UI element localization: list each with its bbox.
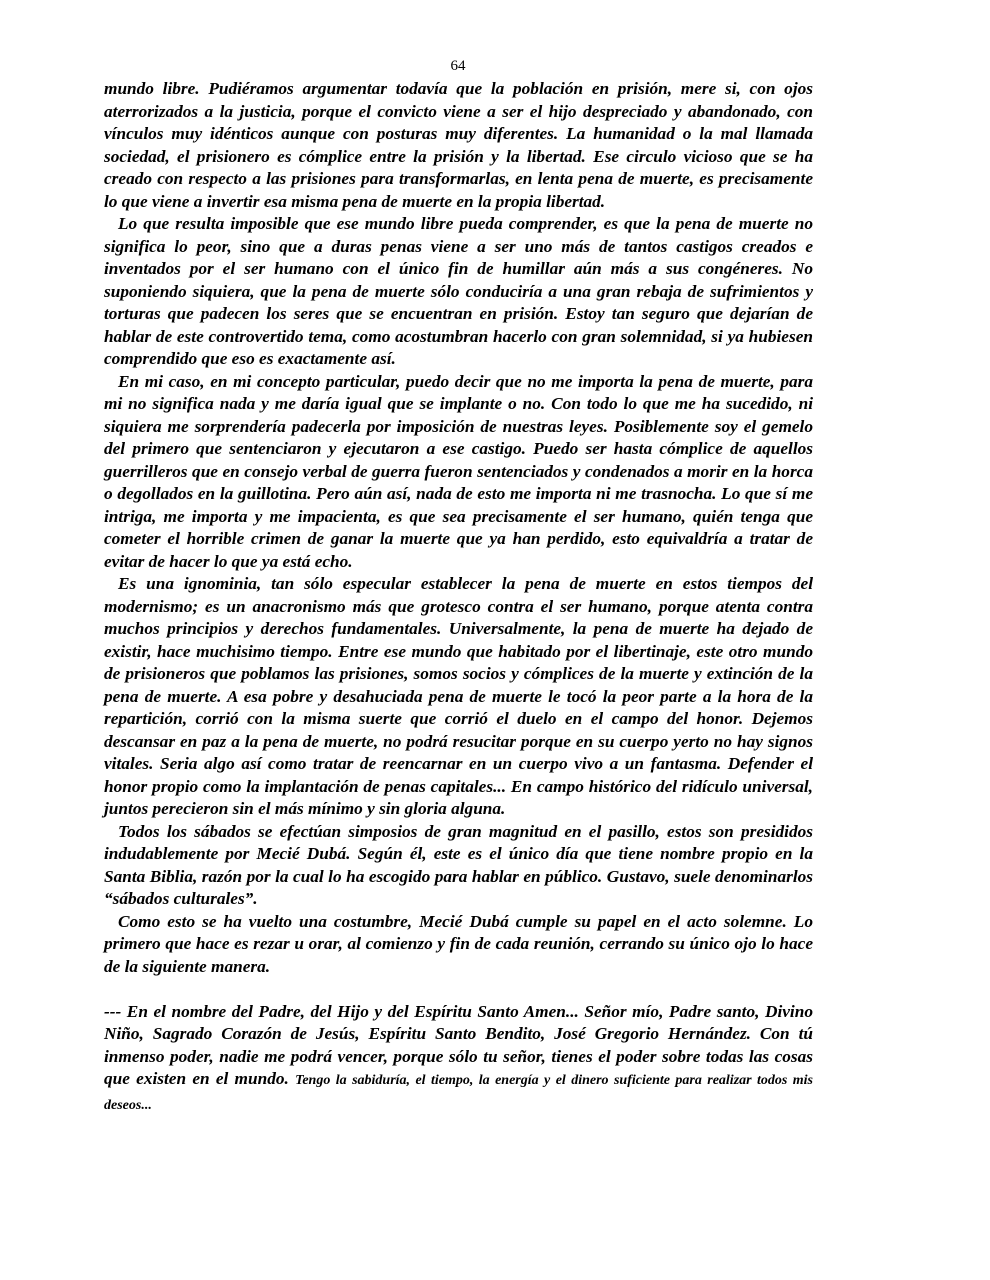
paragraph: Como esto se ha vuelto una costumbre, Mecié Dubá cumple su papel en el acto solemne. Lo primero que hace es rezar u orar, al comienzo y fin de cada reunión, cerrando su único ojo lo hace de la siguiente manera. xyxy=(104,911,813,976)
body-text xyxy=(104,78,813,1117)
paragraph: mundo libre. Pudiéramos argumentar todavía que la población en prisión, mere si, con ojos aterrorizados a la justicia, porque el convicto viene a ser el hijo despreciado y abandonado, con vínculos muy idénticos aunque con posturas muy diferentes. La humanidad o la mal llamada sociedad, el prisionero es cómplice entre la prisión y la libertad. Ese circulo vicioso que se ha creado con respecto a las prisiones para transformarlas, en lenta pena de muerte, es precisamente lo que viene a invertir esa misma pena de muerte en la propia libertad. xyxy=(104,79,813,211)
paragraph: Es una ignominia, tan sólo especular establecer la pena de muerte en estos tiempos del modernismo; es un anacronismo más que grotesco contra el ser humano, porque atenta contra muchos principios y derechos fundamentales. Universalmente, la pena de muerte ha dejado de existir, hace muchisimo tiempo. Entre ese mundo que habitado por el libertinaje, este otro mundo de prisioneros que poblamos las prisiones, somos socios y cómplices de la muerte y extinción de la pena de muerte. A esa pobre y desahuciada pena de muerte le tocó la peor parte a la hora de la repartición, corrió con la misma suerte que corrió el duelo en el campo del honor. Dejemos descansar en paz a la pena de muerte, no podrá resucitar porque en su cuerpo yerto no hay signos vitales. Seria algo así como tratar de reencarnar en un cuerpo vivo a un fantasma. Defender el honor propio como la implantación de penas capitales... En campo histórico del ridículo universal, juntos perecieron sin el más mínimo y sin gloria alguna. xyxy=(104,574,813,818)
prayer-small-text: Tengo la sabiduría, el tiempo, la energía y el dinero suficiente para realizar todos mis deseos... xyxy=(104,1073,813,1113)
paragraph: Lo que resulta imposible que ese mundo libre pueda comprender, es que la pena de muerte no significa lo peor, sino que a duras penas viene a ser uno más de tantos castigos creados e inventados por el ser humano con el único fin de humillar aún más a sus congéneres. No suponiendo siquiera, que la pena de muerte sólo conduciría a una gran rebaja de sufrimientos y torturas que padecen los seres que se encuentran en prisión. Estoy tan seguro que dejarían de hablar de este controvertido tema, como acostumbran hacerlo con gran solemnidad, si ya hubiesen comprendido que eso es exactamente así. xyxy=(104,214,813,368)
page-number: 64 xyxy=(450,58,466,74)
paragraph: En mi caso, en mi concepto particular, puedo decir que no me importa la pena de muerte, para mi no significa nada y me daría igual que se implante o no. Con todo lo que me ha sucedido, ni siquiera me sorprendería padecerla por imposición de nuestras leyes. Posiblemente soy el gemelo del primero que sentenciaron y ejecutaron a ese castigo. Puedo ser hasta cómplice de aquellos guerrilleros que en consejo verbal de guerra fueron sentenciados y condenados a morir en la horca o degollados en la guillotina. Pero aún así, nada de esto me importa ni me trasnocha. Lo que sí me intriga, me importa y me impacienta, es que sea precisamente el ser humano, quién tenga que cometer el horrible crimen de ganar la muerte que ya han perdido, esto equivaldría a tratar de evitar de hacer lo que ya está echo. xyxy=(104,371,813,571)
prayer-paragraph xyxy=(104,1001,813,1118)
paragraph: Todos los sábados se efectúan simposios de gran magnitud en el pasillo, estos son presididos indudablemente por Mecié Dubá. Según él, este es el único día que tiene nombre propio en la Santa Biblia, razón por la cual lo ha escogido para hablar en público. Gustavo, suele denominarlos “sábados culturales”. xyxy=(104,821,813,908)
prayer-text: --- En el nombre del Padre, del Hijo y del Espíritu Santo Amen... Señor mío, Padre santo, Divino Niño, Sagrado Corazón de Jesús, Espíritu Santo Bendito, José Gregorio Hernández. Con tú inmenso poder, nadie me podrá vencer, porque sólo tu señor, tienes el poder sobre todas las cosas que existen en el mundo. xyxy=(104,1001,813,1088)
